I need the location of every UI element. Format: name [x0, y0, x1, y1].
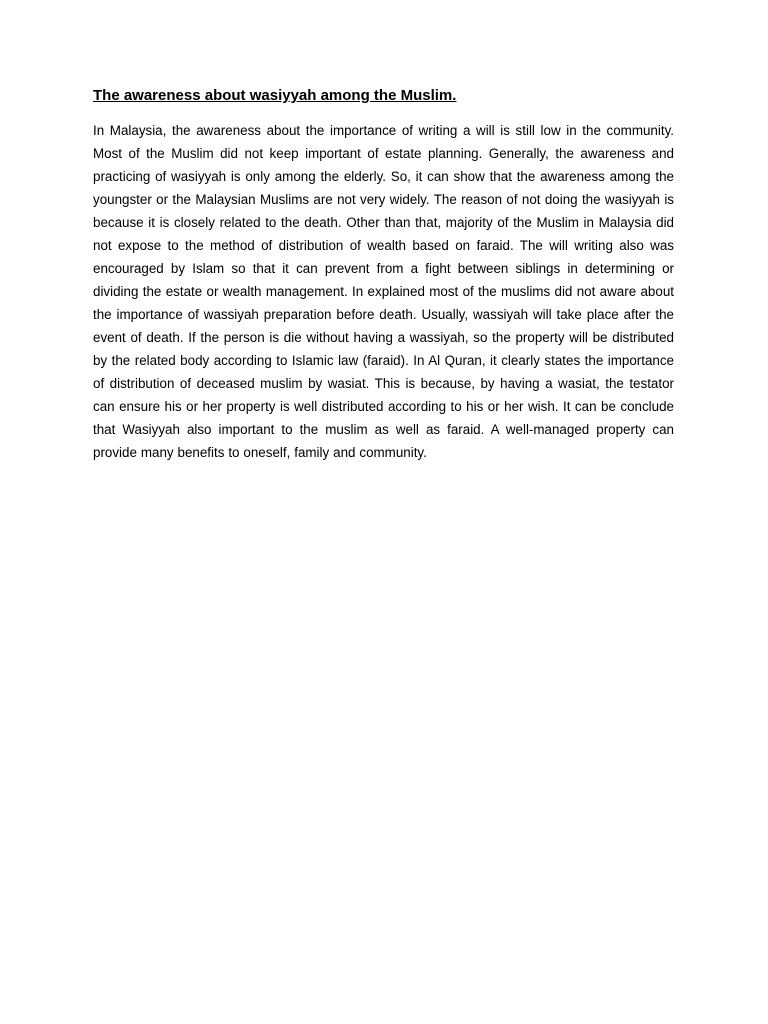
body-paragraph: In Malaysia, the awareness about the importance of writing a will is still low in the community. Most of the Muslim did not keep important of estate planning. Generally, the awareness and practicing of wasiyyah is only among the elderly. So, it can show that the awareness among the youngster or the Malaysian Muslims are not very widely. The reason of not doing the wasiyyah is because it is closely related to the death. Other than that, majority of the Muslim in Malaysia did not expose to the method of distribution of wealth based on faraid. The will writing also was encouraged by Islam so that it can prevent from a fight between siblings in determining or dividing the estate or wealth management. In explained most of the muslims did not aware about the importance of wassiyah preparation before death. Usually, wassiyah will take place after the event of death. If the person is die without having a wassiyah, so the property will be distributed by the related body according to Islamic law (faraid). In Al Quran, it clearly states the importance of distribution of deceased muslim by wasiat. This is because, by having a wasiat, the testator can ensure his or her property is well distributed according to his or her wish. It can be conclude that Wasiyyah also important to the muslim as well as faraid. A well-managed property can provide many benefits to oneself, family and community. — [93, 123, 674, 460]
document-title: The awareness about wasiyyah among the Muslim. — [93, 87, 457, 104]
document-content — [93, 86, 674, 464]
